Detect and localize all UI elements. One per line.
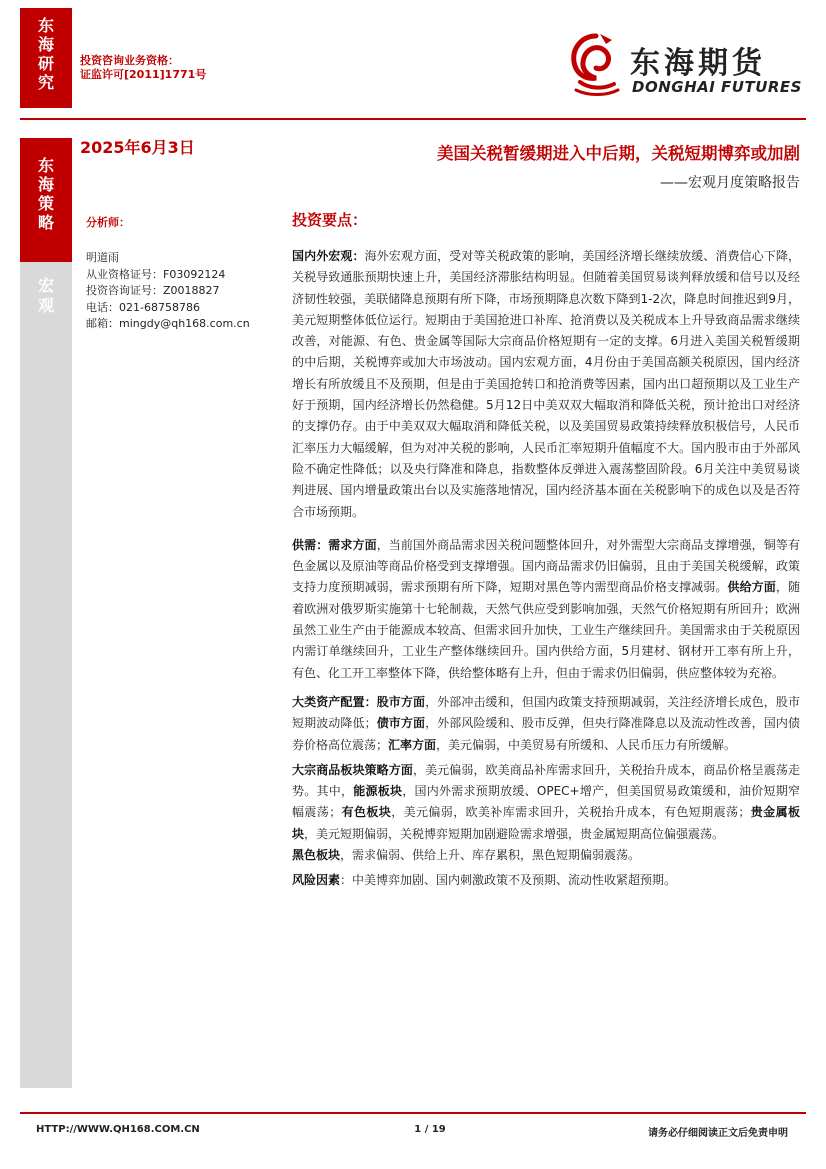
paragraph-label: 供给方面 xyxy=(727,580,776,595)
paragraph-label: 有色板块 xyxy=(341,805,392,820)
paragraph-asset-allocation xyxy=(292,692,800,756)
paragraph-label: 大类资产配置： xyxy=(292,694,377,709)
paragraph-label: 风险因素 xyxy=(292,873,341,888)
sidebar-char: 海 xyxy=(37,175,54,194)
qualification-line: 投资咨询业务资格： xyxy=(80,54,179,67)
analyst-cert-consulting: 投资咨询证号：Z0018827 xyxy=(86,284,220,297)
report-title: 美国关税暂缓期进入中后期，关税短期博弈或加剧 xyxy=(437,144,800,163)
paragraph-label: 贵金属板块 xyxy=(292,805,800,841)
footer-page-number: 1 / 19 xyxy=(414,1124,446,1135)
paragraph-text: ，当前国外商品需求因关税问题整体回升，对外需型大宗商品支撑增强，铜等有色金属以及原油等商品价格受到支撑增强。国内商品需求仍旧偏弱，且由于美国关税缓解，政策支持力度预期减弱，需求预期有所下降，短期对黑色等内需型商品价格支撑减弱。 xyxy=(292,537,800,595)
sidebar-char: 东 xyxy=(37,156,54,175)
report-subtitle: ——宏观月度策略报告 xyxy=(660,175,800,191)
sidebar-strategy-tag xyxy=(20,138,72,262)
section-title: 投资要点： xyxy=(292,211,368,229)
qualification-line: 证监许可[2011]1771号 xyxy=(80,68,207,81)
sidebar-research-tag xyxy=(20,8,72,108)
sidebar-char: 策 xyxy=(37,194,54,213)
sidebar-char: 宏 xyxy=(37,276,54,295)
footer-divider xyxy=(20,1112,806,1114)
company-logo xyxy=(566,28,806,100)
analyst-name: 明道雨 xyxy=(86,251,119,264)
paragraph-text: ，外部冲击缓和，但国内政策支持预期减弱，关注经济增长成色，股市短期波动降低； xyxy=(292,694,800,731)
analyst-info xyxy=(86,250,276,333)
paragraph-text: ，美元偏弱，中美贸易有所缓和、人民币压力有所缓解。 xyxy=(436,737,737,752)
logo-cn-text: 东海期货 xyxy=(630,46,766,81)
dragon-emblem-icon xyxy=(566,30,628,98)
paragraph-risk xyxy=(292,870,800,891)
paragraph-label: 债市方面 xyxy=(376,716,426,731)
analyst-cert-qualification: 从业资格证号：F03092124 xyxy=(86,267,226,281)
paragraph-text: ，国内外需求预期放缓、OPEC+增产，但美国贸易政策缓和，油价短期窄幅震荡； xyxy=(292,784,800,820)
paragraph-label: 大宗商品板块策略方面 xyxy=(292,762,413,777)
paragraph-macro xyxy=(292,246,800,523)
sidebar-char: 观 xyxy=(37,296,54,315)
paragraph-label: 黑色板块 xyxy=(292,848,341,863)
main-content xyxy=(292,246,800,904)
paragraph-commodities xyxy=(292,760,800,866)
paragraph-text: 海外宏观方面，受对等关税政策的影响，美国经济增长继续放缓、消费信心下降，关税导致通胀预期快速上升，美国经济滞胀结构明显。但随着美国贸易谈判释放缓和信号以及经济韧性较强，美联储降息预期有所下降，市场预期降息次数下降到1-2次，降息时间推迟到9月，美元短期整体低位运行。短期由于美国抢进口补库、抢消费以及关税成本上升导致商品需求继续改善，对能源、有色、贵金属等国际大宗商品价格短期有一定的支撑。6月进入美国关税暂缓期的中后期，关税博弈或加大市场波动。国内宏观方面，4月份由于美国高额关税原因，国内经济增长有所放缓且不及预期，但是由于美国抢转口和抢消费等因素，国内出口超预期以及工业生产好于预期，国内经济增长仍然稳健。5月12日中美双双大幅取消和降低关税，预计抢出口对经济的支撑仍存。由于中美双双大幅取消和降低关税，以及美国贸易政策持续释放积极信号，人民币汇率压力大幅缓解，但为对冲关税的影响，人民币汇率短期升值幅度不大。国内股市由于外部风险不确定性降低；以及央行降准和降息，指数整体反弹进入震荡整固阶段。6月关注中美贸易谈判进展、国内增量政策出台以及实施落地情况，国内经济基本面在关税影响下的成色以及是否符合市场预期。 xyxy=(292,249,800,519)
footer-disclaimer-notice: 请务必仔细阅读正文后免责申明 xyxy=(648,1128,788,1139)
paragraph-text: ，外部风险缓和、股市反弹，但央行降准降息以及流动性改善，国内债券价格高位震荡； xyxy=(292,716,800,752)
sidebar-macro-tag xyxy=(20,276,72,316)
paragraph-text: ，美元偏弱，欧美补库需求回升，关税抬升成本，有色短期震荡； xyxy=(391,805,751,820)
analyst-phone: 电话：021-68758786 xyxy=(86,300,200,314)
paragraph-text: ：中美博弈加剧、国内刺激政策不及预期、流动性收紧超预期。 xyxy=(340,873,677,888)
sidebar-char: 研 xyxy=(37,54,54,73)
footer-url-link[interactable]: HTTP://WWW.QH168.COM.CN xyxy=(36,1124,200,1135)
sidebar-gray-column xyxy=(20,262,72,1088)
paragraph-text: ，美元偏弱，欧美商品补库需求回升，关税抬升成本，商品价格呈震荡走势。其中， xyxy=(292,762,800,799)
qualification-block xyxy=(80,54,206,82)
paragraph-supply-demand xyxy=(292,535,800,684)
paragraph-label: 国内外宏观： xyxy=(292,249,365,263)
paragraph-label: 供需： xyxy=(292,537,329,552)
paragraph-text: ，随着欧洲对俄罗斯实施第十七轮制裁，天然气供应受到影响加强，天然气价格短期有所回升；欧洲虽然工业生产由于能源成本较高、但需求回升加快，工业生产继续回升。美国需求由于关税原因内需订单继续回升，工业生产整体继续回升。国内供给方面，5月建材、钢材开工率有所上升，有色、化工开工率整体下降，供给整体略有上升，但由于需求仍旧偏弱，供应整体较为充裕。 xyxy=(292,580,800,680)
paragraph-label: 需求方面 xyxy=(328,537,377,552)
paragraph-text: ，需求偏弱、供给上升、库存累积，黑色短期偏弱震荡。 xyxy=(340,848,641,863)
sidebar-char: 东 xyxy=(37,16,54,35)
analyst-label: 分析师： xyxy=(86,216,130,229)
paragraph-label: 能源板块 xyxy=(353,784,403,799)
sidebar-char: 究 xyxy=(37,73,54,92)
paragraph-label: 股市方面 xyxy=(376,694,426,709)
analyst-email[interactable]: 邮箱：mingdy@qh168.com.cn xyxy=(86,317,250,330)
report-date: 2025年6月3日 xyxy=(80,138,195,157)
logo-en-text: DONGHAI FUTURES xyxy=(632,78,802,96)
paragraph-text: ，美元短期偏弱，关税博弈短期加剧避险需求增强，贵金属短期高位偏强震荡。 xyxy=(304,826,725,841)
sidebar-char: 海 xyxy=(37,35,54,54)
header-divider xyxy=(20,118,806,120)
paragraph-label: 汇率方面 xyxy=(388,737,437,752)
sidebar-char: 略 xyxy=(37,213,54,232)
